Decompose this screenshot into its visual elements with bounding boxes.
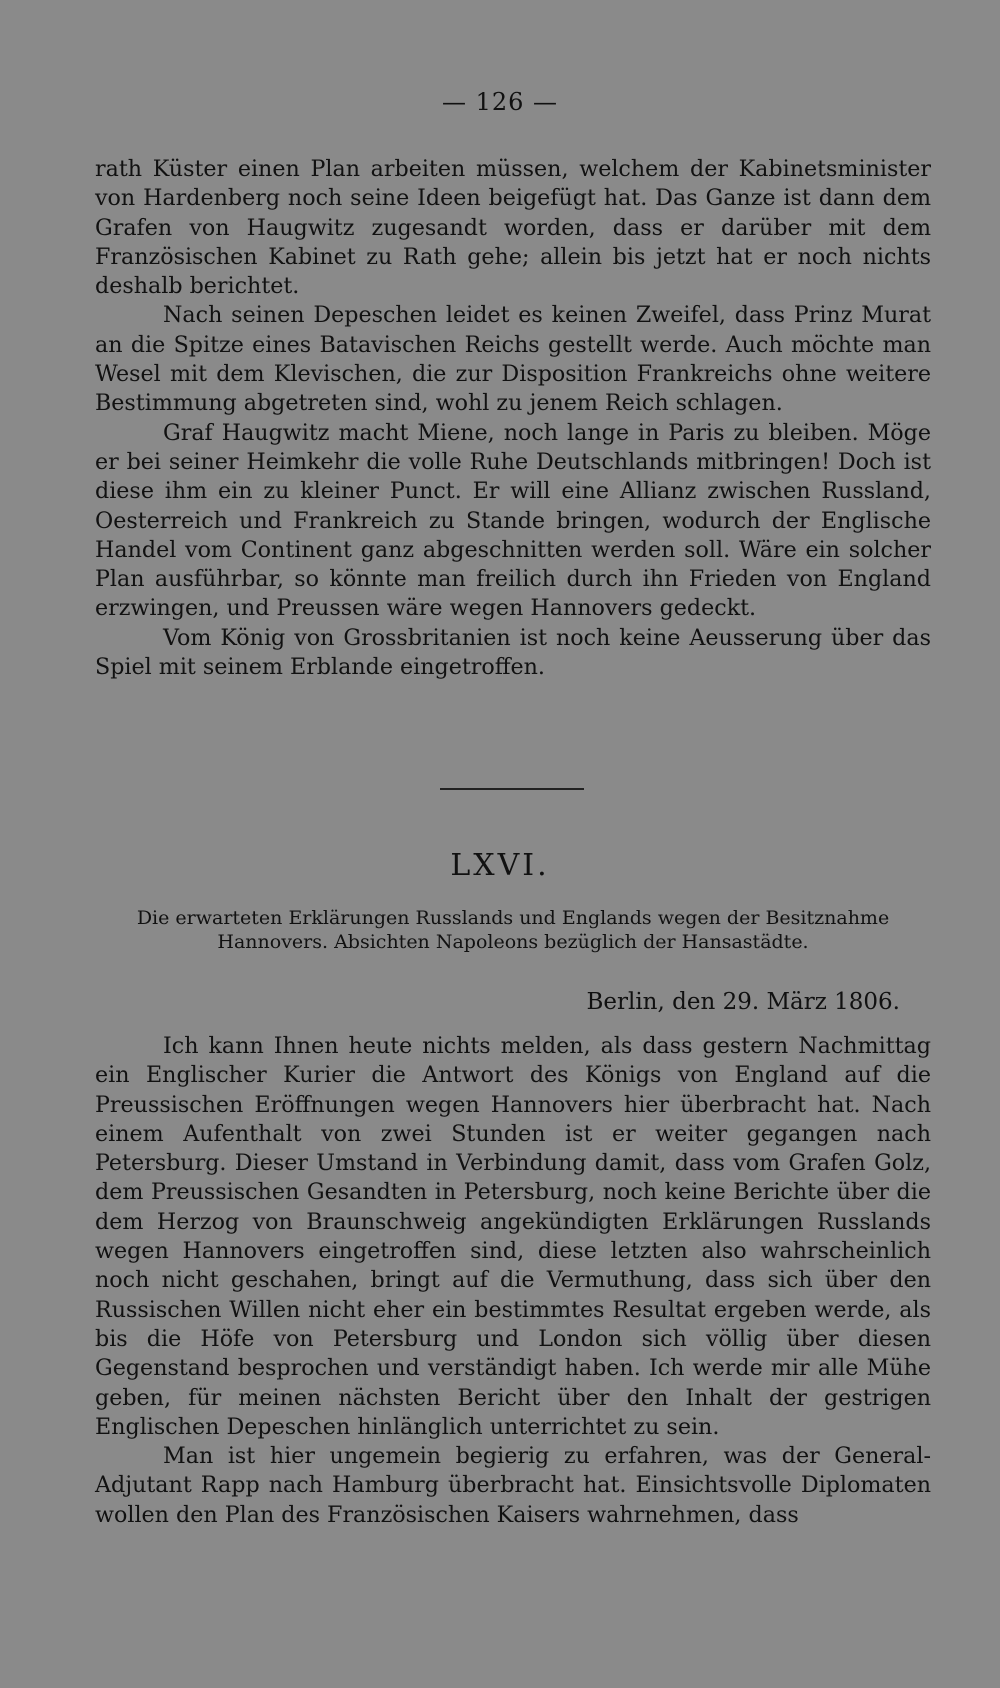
paragraph: Ich kann Ihnen heute nichts melden, als dass gestern Nachmittag ein Englischer Kurier die Antwort des Königs von England auf die Preussischen Eröffnungen wegen Hannovers hier überbracht hat. Nach einem Aufenthalt von zwei Stunden ist er weiter gegangen nach Petersburg. Dieser Umstand in Verbindung damit, dass vom Grafen Golz, dem Preussischen Gesandten in Petersburg, noch keine Berichte über die dem Herzog von Braunschweig angekündigten Erklärungen Russlands wegen Hannovers eingetroffen sind, diese letzten also wahrscheinlich noch nicht geschahen, bringt auf die Vermuthung, dass sich über den Russischen Willen nicht eher ein bestimmtes Resultat ergeben werde, als bis die Höfe von Petersburg und London sich völlig über diesen Gegenstand besprochen und verständigt haben. Ich werde mir alle Mühe geben, für meinen nächsten Bericht über den Inhalt der gestrigen Englischen Depeschen hinlänglich unterrichtet zu sein. [95,1033,931,1440]
paragraph: Nach seinen Depeschen leidet es keinen Zweifel, dass Prinz Murat an die Spitze eines Batavischen Reichs gestellt werde. Auch möchte man Wesel mit dem Klevischen, die zur Disposition Frankreichs ohne weitere Bestimmung abgetreten sind, wohl zu jenem Reich schlagen. [95,302,931,417]
body-text-top [95,155,931,682]
paragraph: rath Küster einen Plan arbeiten müssen, welchem der Kabinetsminister von Hardenberg noch seine Ideen beigefügt hat. Das Ganze ist dann dem Grafen von Haugwitz zugesandt worden, dass er darüber mit dem Französischen Kabinet zu Rath gehe; allein bis jetzt hat er noch nichts deshalb berichtet. [95,156,931,300]
section-number: LXVI. [450,848,550,883]
page-number: — 126 — [441,88,559,116]
section-summary: Die erwarteten Erklärungen Russlands und Englands wegen der Besitznahme Hannovers. Absichten Napoleons bezüglich der Hansastädte. [136,907,890,953]
paragraph: Vom König von Grossbritanien ist noch keine Aeusserung über das Spiel mit seinem Erblande eingetroffen. [95,624,931,681]
paragraph: Graf Haugwitz macht Miene, noch lange in Paris zu bleiben. Möge er bei seiner Heimkehr die volle Ruhe Deutschlands mitbringen! Doch ist diese ihm ein zu kleiner Punct. Er will eine Allianz zwischen Russland, Oesterreich und Frankreich zu Stande bringen, wodurch der Englische Handel vom Continent ganz abgeschnitten werden soll. Wäre ein solcher Plan ausführbar, so könnte man freilich durch ihn Frieden von England erzwingen, und Preussen wäre wegen Hannovers gedeckt. [95,419,931,622]
paragraph: Man ist hier ungemein begierig zu erfahren, was der General-Adjutant Rapp nach Hamburg überbracht hat. Einsichtsvolle Diplomaten wollen den Plan des Französischen Kaisers wahrnehmen, dass [95,1443,931,1528]
section-divider [440,788,584,790]
dateline: Berlin, den 29. März 1806. [586,989,900,1015]
body-text-bottom [95,1032,931,1530]
